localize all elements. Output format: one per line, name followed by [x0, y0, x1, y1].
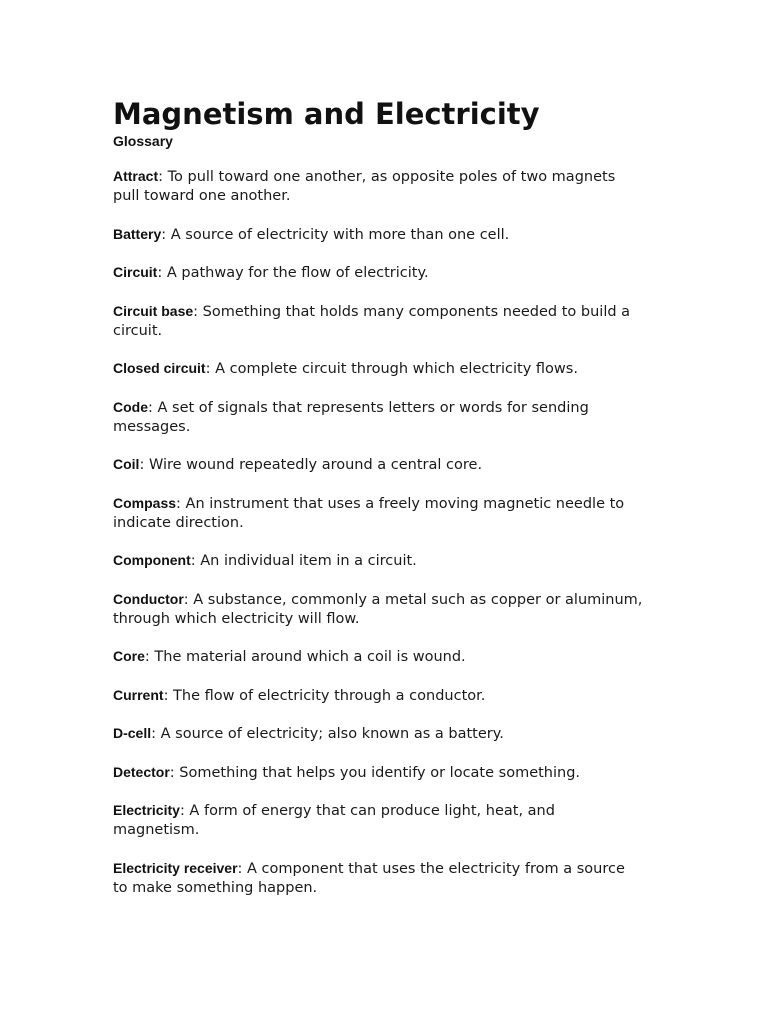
- glossary-entry: [113, 801, 643, 840]
- glossary-entry: [113, 225, 643, 245]
- glossary-entry: [113, 763, 643, 783]
- document-subtitle: Glossary: [113, 133, 173, 149]
- glossary-definition: : Something that helps you identify or locate something.: [169, 764, 581, 781]
- glossary-definition: : An instrument that uses a freely moving magnetic needle to indicate direction.: [113, 495, 625, 531]
- glossary-term: Current: [113, 686, 164, 703]
- glossary-term: Electricity receiver: [113, 859, 238, 876]
- glossary-entry: [113, 359, 643, 379]
- glossary-term: Component: [113, 552, 191, 568]
- glossary-definition: : The material around which a coil is wound.: [144, 649, 466, 665]
- glossary-term: Battery: [113, 225, 162, 242]
- glossary-term: Circuit: [113, 264, 158, 280]
- glossary-term: Detector: [113, 763, 170, 780]
- glossary-term: Compass: [113, 494, 177, 511]
- glossary-definition: : Something that holds many components needed to build a circuit.: [113, 303, 631, 339]
- glossary-entry: [113, 724, 643, 744]
- glossary-definition: : A source of electricity; also known as a battery.: [151, 726, 504, 742]
- glossary-definition: : A pathway for the flow of electricity.: [157, 265, 429, 281]
- glossary-definition: : A source of electricity with more than one cell.: [161, 226, 510, 243]
- glossary-term: Code: [113, 398, 148, 415]
- glossary-definition: : An individual item in a circuit.: [190, 553, 417, 569]
- glossary-entry: [113, 455, 643, 475]
- glossary-entry: [113, 590, 643, 629]
- glossary-entry: [113, 551, 643, 571]
- glossary-entry: [113, 167, 643, 206]
- glossary-definition: : To pull toward one another, as opposite poles of two magnets pull toward one another.: [113, 169, 616, 204]
- glossary-term: Circuit base: [113, 302, 194, 319]
- glossary-entry: [113, 647, 643, 667]
- glossary-term: Electricity: [113, 802, 180, 818]
- glossary-term: Closed circuit: [113, 360, 206, 376]
- glossary-entry: [113, 302, 643, 341]
- glossary-definition: : A form of energy that can produce light, heat, and magnetism.: [113, 803, 555, 838]
- glossary-definition: : A set of signals that represents letters or words for sending messages.: [113, 399, 589, 435]
- glossary-entry: [113, 398, 643, 437]
- glossary-definition: : The flow of electricity through a conductor.: [163, 687, 486, 704]
- document-title: Magnetism and Electricity: [113, 97, 540, 131]
- glossary-term: Coil: [113, 456, 140, 472]
- glossary-definition: : A component that uses the electricity from a source to make something happen.: [113, 860, 625, 896]
- glossary-entry: [113, 686, 643, 706]
- glossary-entry: [113, 494, 643, 533]
- glossary-definition: : Wire wound repeatedly around a central core.: [139, 457, 483, 473]
- glossary-definition: : A complete circuit through which electricity flows.: [205, 361, 578, 377]
- document-page: [113, 96, 643, 916]
- glossary-definition: : A substance, commonly a metal such as copper or aluminum, through which electricity will flow.: [113, 591, 643, 627]
- glossary-term: Conductor: [113, 590, 184, 607]
- glossary-entry: [113, 859, 643, 898]
- glossary-term: D-cell: [113, 725, 152, 741]
- glossary-term: Core: [113, 648, 145, 664]
- glossary-entry: [113, 263, 643, 283]
- glossary-term: Attract: [113, 168, 159, 184]
